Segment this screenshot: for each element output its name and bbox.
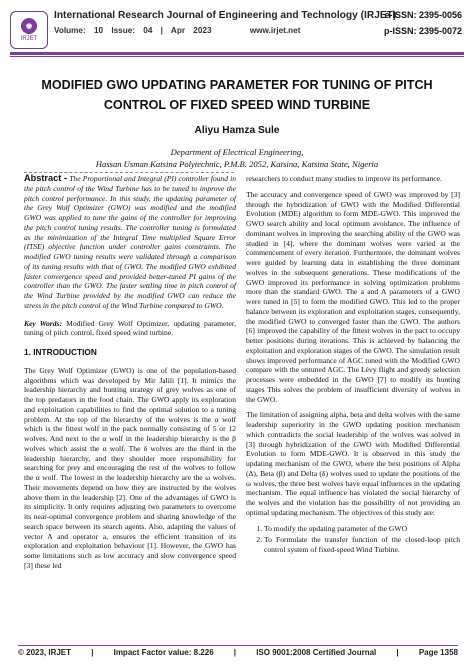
objectives-list xyxy=(246,524,460,555)
right-column xyxy=(246,174,460,557)
title-line-2: CONTROL OF FIXED SPEED WIND TURBINE xyxy=(103,98,371,112)
keywords xyxy=(24,319,236,339)
footer-copyright: © 2023, IRJET xyxy=(18,648,72,657)
logo-ring-icon: ◉ xyxy=(21,18,37,34)
volume-line xyxy=(54,26,300,35)
footer-iso: ISO 9001:2008 Certified Journal xyxy=(256,648,377,657)
journal-name: International Research Journal of Engineering and Technology (IRJET) xyxy=(54,10,397,21)
affiliation xyxy=(20,147,454,170)
header-rule-thin xyxy=(10,56,464,57)
footer-page-number: Page 1358 xyxy=(418,648,458,657)
title-line-1: MODIFIED GWO UPDATING PARAMETER FOR TUNING OF PITCH xyxy=(41,78,433,92)
keywords-text: Modified Grey Wolf Optimizer, updating parameter, tuning of pitch control, fixed speed wind turbine. xyxy=(24,318,236,338)
logo-text: IRJET xyxy=(20,36,38,42)
author-name: Aliyu Hamza Sule xyxy=(194,125,280,136)
paper-title xyxy=(20,75,454,115)
affiliation-institution: Hassan Usman Katsina Polytechnic, P.M.B. 2052, Katsina, Katsina State, Nigeria xyxy=(95,158,379,169)
objective-item: 1. To modify the updating parameter of the GWO xyxy=(264,524,460,534)
footer-rule xyxy=(18,645,458,646)
keywords-heading: Key Words: xyxy=(24,318,63,328)
e-issn: e-ISSN: 2395-0056 xyxy=(384,10,462,20)
objective-item: 2. To Formulate the transfer function of the closed-loop pitch control system of fixed-speed Wind Turbine. xyxy=(264,535,460,555)
right-paragraph-2: The accuracy and convergence speed of GWO was improved by [3] through the hybridization of GWO with the Modified Differential Evolution (MDE) algorithm to form MDE-GWO. This improved the GWO search ability and local optimum avoidance. The influence of dominant wolves in improving the searching ability of the GWO was studied in [4], where the dominant wolves were varied at the commencement of every iteration. Furthermore, the dominant wolves were guided by learning data in establishing the three dominant wolves in the subsequent generations. These modifications of the GWO improved its performance in solving optimization problems more than the standard GWO. The a and A parameters of a GWO were tuned in [5] to form the modified GWO. This led to the proper balance between its exploration and exploitation stages, consequently, the modified GWO to converged faster than the GWO. The authors [6] improved the capability of the fittest wolves in the pact to occupy better positions during iterations. This is achieved by balancing the exploitation and exploration stages of the GWO. The simulation result shows improved performance of AGC tuned with the Modified GWO compare with the untuned AGC. The Lévy flight and greedy selection processes were embedded in the GWO [7] to modify its hunting stages This solves the problem of insufficient diversity of wolves in the GWO. xyxy=(246,189,460,404)
intro-paragraph: The Grey Wolf Optimizer (GWO) is one of the population-based algorithms which was developed by Mir Jalili [1]. It mimics the leadership hierarchy and hunting strategy of grey wolves as one of the top predators in the food chain. The GWO apply its exploration and exploitation capabilities to find the optimal solution to a tuning problem. At the top of the hierarchy of the wolves is the α wolf which is the fittest wolf in the pack normally consisting of 5 or 12 wolves. And next to the α wolf in the leadership hierarchy is the β wolves which assist the α wolf. The δ wolves are the third in the leadership hierarchy, and they shoulder more responsibility for searching for prey and encouraging the rest of the wolves to follow the α wolf. The lowest in the leadership hierarchy are the ω wolves. Their movements depend on how they are instructed by the wolves above them in the leadership [2]. One of the advantages of GWO is its simplicity. It only requires adjusting two parameters to overcome its near-optimal convergence problem and sharing knowledge of the search space between its search agents. Also, adapting the values of vector A and operator a, ensures the efficient transition of its exploration and exploitation behaviour [1]. However, the GWO has some limitations such as low accuracy and slow convergence speed [3] these led xyxy=(24,365,236,570)
section-heading-introduction: 1. INTRODUCTION xyxy=(24,347,97,357)
affiliation-dept: Department of Electrical Engineering, xyxy=(170,147,304,157)
right-paragraph-1: researchers to conduct many studies to improve its performance. xyxy=(246,174,442,183)
header-rule xyxy=(10,52,464,55)
right-paragraph-3: The limitation of assigning alpha, beta and delta wolves with the same leadership superiority in the GWO updating position mechanism which contradicts the social leadership of the wolves was solved in [3] through hybridization of the GWO with Modified Differential Evolution to form MDE-GWO. It is observed in this study the updating mechanism of the GWO, where the best positions of Alpha (Δ), Beta (β) and Delta (δ) wolves used to update the positions of the ω wolves, the three best wolves have equal influences in the updating mechanism. The equal influence has violated the social hierarchy of the wolves and the violation has the possibility of not providing an optimal updating mechanism. The objectives of this study are: xyxy=(246,410,460,517)
abstract-heading: Abstract - xyxy=(24,173,68,183)
volume-issue: Volume: 10 Issue: 04 | Apr 2023 xyxy=(54,26,212,35)
journal-logo xyxy=(10,11,48,49)
abstract xyxy=(24,174,236,311)
website-link[interactable]: www.irjet.net xyxy=(249,26,301,35)
journal-header xyxy=(10,8,464,58)
p-issn: p-ISSN: 2395-0072 xyxy=(383,26,462,36)
left-column xyxy=(24,174,236,577)
abstract-text: The Proportional and Integral (PI) controller found in the pitch control of the Wind Turbine has to be tuned to improve the pitch control performance. In this study, the updating parameter of the Grey Wolf Optimizer (GWO) was modified and the modified GWO was applied to tune the gains of the controller for improving the pitch control tuning results. The controller tuning is formulated as the minimization of the Integral Time multiplied Square Error (ITSE) objective function under controller gains constraints. The modified GWO tuning results were validated through a comparison of its tuning results with that of GWO. The modified GWO exhibited faster convergence speed and provided better-tuned PI gains of the controller than the GWO. The faster settling time in pitch control of the Wind Turbine provided by the modified GWO can reduce the stress in the pitch control of the Wind Turbine compared to GWO. xyxy=(24,174,237,310)
page-footer: © 2023, IRJET | Impact Factor value: 8.226 | ISO 9001:2008 Certified Journal | Page 1358 xyxy=(18,648,458,657)
footer-impact-factor: Impact Factor value: 8.226 xyxy=(113,648,214,657)
